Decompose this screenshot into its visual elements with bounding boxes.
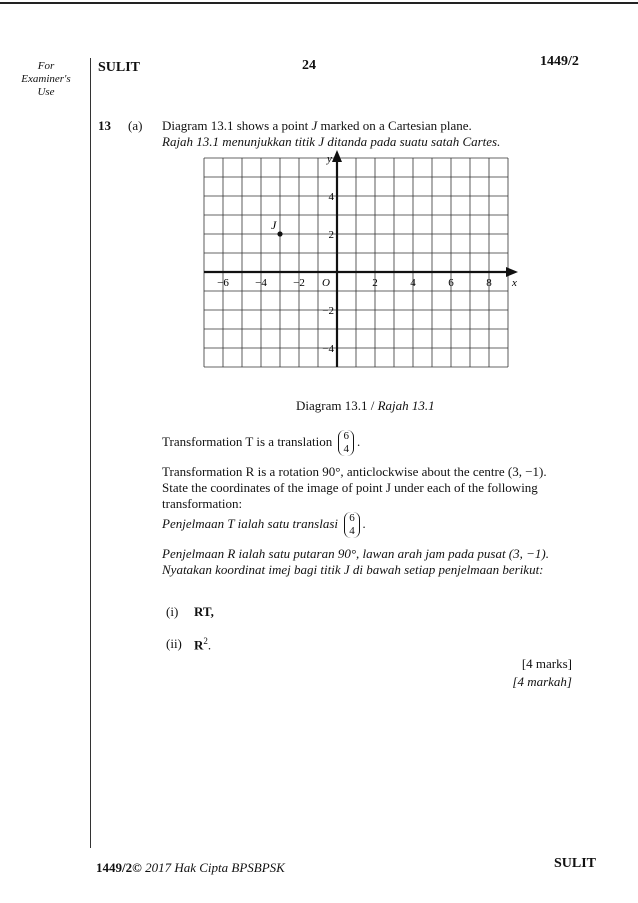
marks-malay: [4 markah] [512,674,572,689]
transformation-t-malay: Penjelmaan T ialah satu translasi 6 4 . [162,512,366,537]
x-tick-label: O [322,277,330,289]
sub-question-ii-text: $R^2$. [194,636,212,653]
grid-lines [204,158,508,367]
transformation-r-english: Transformation R is a rotation 90°, anticlockwise about the centre (3, −1). [162,464,547,479]
axes [204,150,518,367]
x-tick-label: −6 [217,277,229,289]
translation-vector-malay: 6 4 [344,512,360,538]
examiner-line-3: Use [37,86,55,98]
y-tick-label: 4 [328,191,334,203]
y-tick-label: −4 [322,343,334,355]
sub-question-i-label: (i) [166,604,179,619]
sub-question-ii-label: (ii) [166,636,182,651]
x-tick-label: −2 [293,277,305,289]
point-marker [277,231,282,236]
y-axis-arrow [332,150,342,162]
x-tick-label: 6 [448,277,454,289]
x-tick-label: −4 [255,277,267,289]
transformation-r-malay: Penjelmaan R ialah satu putaran 90°, lawan arah jam pada pusat (3, −1). [162,546,549,561]
intro-english: Diagram 13.1 shows a point J marked on a Cartesian plane. [162,118,472,133]
instruction-malay: Nyatakan koordinat imej bagi titik J di bawah setiap penjelmaan berikut: [162,562,544,577]
margin-rule [90,58,91,848]
paper-code: 1449/2 [540,54,579,69]
top-border [0,2,638,4]
sulit-header: SULIT [98,60,141,75]
x-tick-label: 2 [372,277,378,289]
y-tick-label: 2 [328,229,334,241]
sub-question-i-text: RT, [194,604,214,619]
point-label: J [271,218,277,232]
x-axis-label: x [512,277,517,289]
y-tick-label: −2 [322,305,334,317]
x-axis-arrow [506,267,518,277]
marks-english: [4 marks] [521,656,572,671]
footer-sulit: SULIT [554,856,597,871]
examiner-line-2: Examiner's [21,73,71,85]
examiner-line-1: For [37,60,55,72]
page-number: 24 [302,58,316,73]
instruction-english-2: transformation: [162,496,243,511]
translation-vector: 6 4 [338,430,354,456]
y-axis-label: y [327,153,332,165]
instruction-english-1: State the coordinates of the image of point J under each of the following [162,480,538,495]
cartesian-plane [190,150,530,390]
examiner-use-note [6,60,86,99]
footer-copyright: 1449/2© 2017 Hak Cipta BPSBPSK [96,860,285,875]
x-tick-label: 8 [486,277,492,289]
question-part: (a) [128,118,143,133]
intro-malay: Rajah 13.1 menunjukkan titik J ditanda pada suatu satah Cartes. [162,134,501,149]
diagram-caption: Diagram 13.1 / Rajah 13.1 [296,398,435,413]
x-tick-label: 4 [410,277,416,289]
transformation-t-english: Transformation T is a translation 6 4 . [162,430,361,455]
question-number: 13 [98,118,111,133]
